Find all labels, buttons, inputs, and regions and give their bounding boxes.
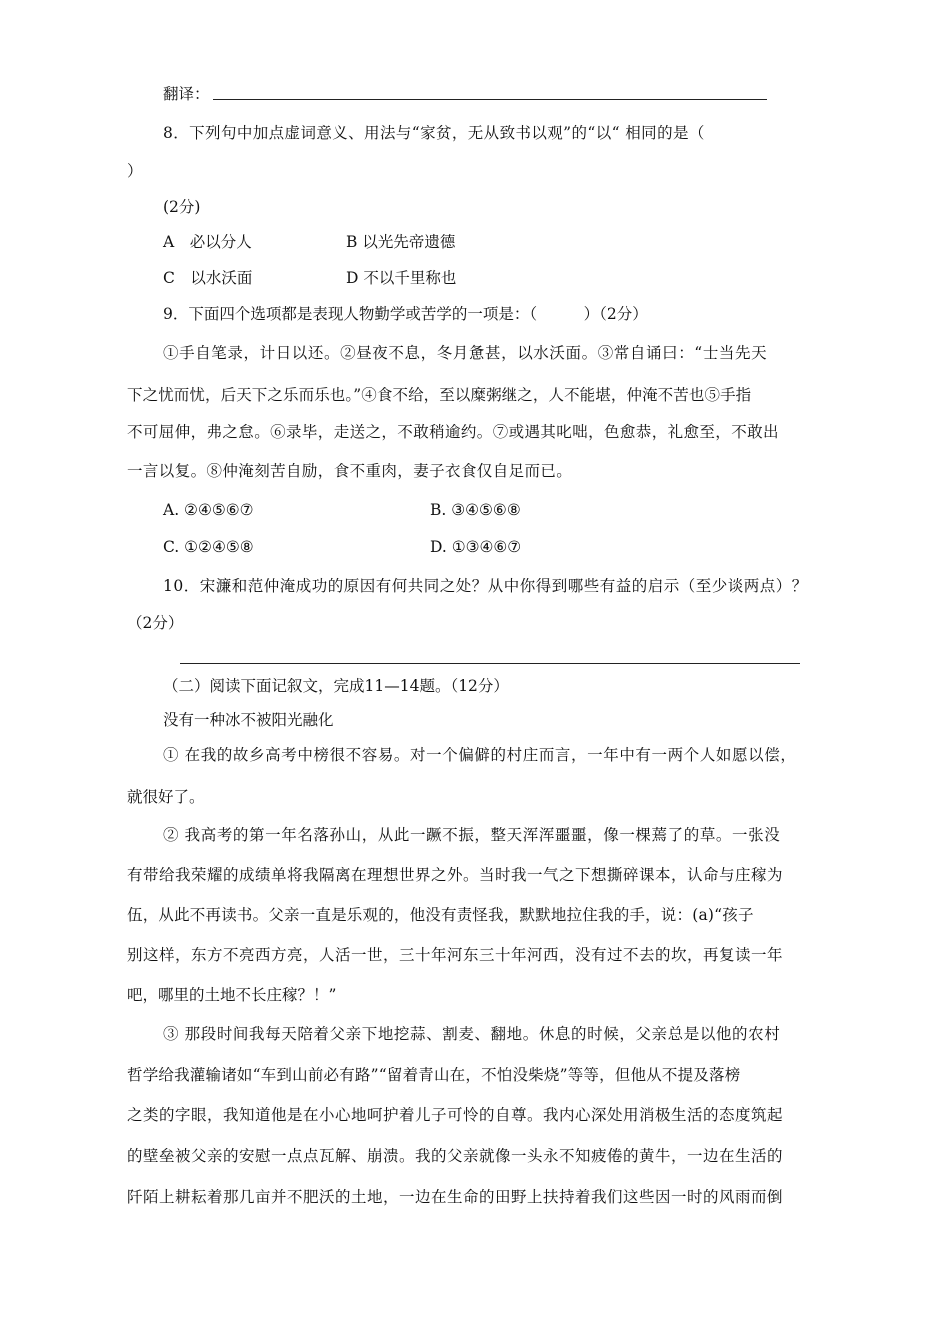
answer-line — [180, 663, 800, 664]
paragraph-line: ③ 那段时间我每天陪着父亲下地挖蒜、割麦、翻地。休息的时候，父亲总是以他的农村 — [163, 1025, 781, 1043]
paragraph-line: 别这样，东方不亮西方亮，人活一世，三十年河东三十年河西，没有过不去的坎，再复读一年 — [127, 946, 784, 964]
q9-passage-line: 下之忧而忧，后天下之乐而乐也。”④食不给，至以糜粥继之，人不能堪，仲淹不苦也⑤手指 — [127, 386, 752, 404]
paragraph-line: 之类的字眼，我知道他是在小心地呵护着儿子可怜的自尊。我内心深处用消极生活的态度筑起 — [127, 1106, 784, 1124]
paragraph-line: 的壁垒被父亲的安慰一点点瓦解、崩溃。我的父亲就像一头永不知疲倦的黄牛，一边在生活的 — [127, 1147, 784, 1165]
translate-label: 翻译： — [163, 85, 210, 103]
q8-option-b: B 以光先帝遗德 — [346, 233, 456, 251]
paragraph-line: 吧，哪里的土地不长庄稼？！” — [127, 986, 337, 1004]
q9-option-d: D. ①③④⑥⑦ — [430, 538, 522, 556]
q9-option-b: B. ③④⑤⑥⑧ — [430, 501, 521, 519]
paragraph-line: 就很好了。 — [127, 788, 205, 806]
paragraph-line: 伍，从此不再读书。父亲一直是乐观的，他没有责怪我，默默地拉住我的手，说：(a)“孩子 — [127, 906, 754, 924]
q8-option-d: D 不以千里称也 — [346, 269, 457, 287]
q10-stem: 10．宋濂和范仲淹成功的原因有何共同之处？从中你得到哪些有益的启示（至少谈两点）？ — [163, 577, 808, 595]
answer-line — [213, 99, 767, 100]
paragraph-line: 阡陌上耕耘着那几亩并不肥沃的土地，一边在生命的田野上扶持着我们这些因一时的风雨而倒 — [127, 1188, 784, 1206]
q8-stem-end: ） — [127, 162, 143, 180]
paragraph-line: 哲学给我灌输诸如“车到山前必有路”“留着青山在，不怕没柴烧”等等，但他从不提及落榜 — [127, 1066, 741, 1084]
paragraph-line: ② 我高考的第一年名落孙山，从此一蹶不振，整天浑浑噩噩，像一棵蔫了的草。一张没 — [163, 826, 781, 844]
section-heading: （二）阅读下面记叙文，完成11—14题。（12分） — [163, 677, 509, 695]
paragraph-line: ① 在我的故乡高考中榜很不容易。对一个偏僻的村庄而言，一年中有一两个人如愿以偿， — [163, 746, 797, 764]
paragraph-line: 有带给我荣耀的成绩单将我隔离在理想世界之外。当时我一气之下想撕碎课本，认命与庄稼为 — [127, 866, 784, 884]
q8-stem: 8．下列句中加点虚词意义、用法与“家贫，无从致书以观”的“以“ 相同的是（ — [163, 124, 705, 142]
q10-score: （2分） — [127, 614, 184, 632]
q9-stem: 9．下面四个选项都是表现人物勤学或苦学的一项是：（ ）（2分） — [163, 305, 648, 323]
q9-passage-line: ①手自笔录，计日以还。②昼夜不息，冬月惫甚，以水沃面。③常自诵曰：“士当先天 — [163, 344, 768, 362]
q9-option-a: A. ②④⑤⑥⑦ — [163, 501, 254, 519]
q9-passage-line: 不可屈伸，弗之怠。⑥录毕，走送之，不敢稍逾约。⑦或遇其叱咄，色愈恭，礼愈至，不敢出 — [127, 423, 779, 441]
q8-score: (2分) — [163, 198, 201, 216]
q8-option-a: A 必以分人 — [163, 233, 252, 251]
q8-option-c: C 以水沃面 — [163, 269, 253, 287]
q9-option-c: C. ①②④⑤⑧ — [163, 538, 254, 556]
q9-passage-line: 一言以复。⑧仲淹刻苦自励，食不重肉，妻子衣食仅自足而已。 — [127, 462, 573, 480]
story-title: 没有一种冰不被阳光融化 — [163, 711, 334, 729]
